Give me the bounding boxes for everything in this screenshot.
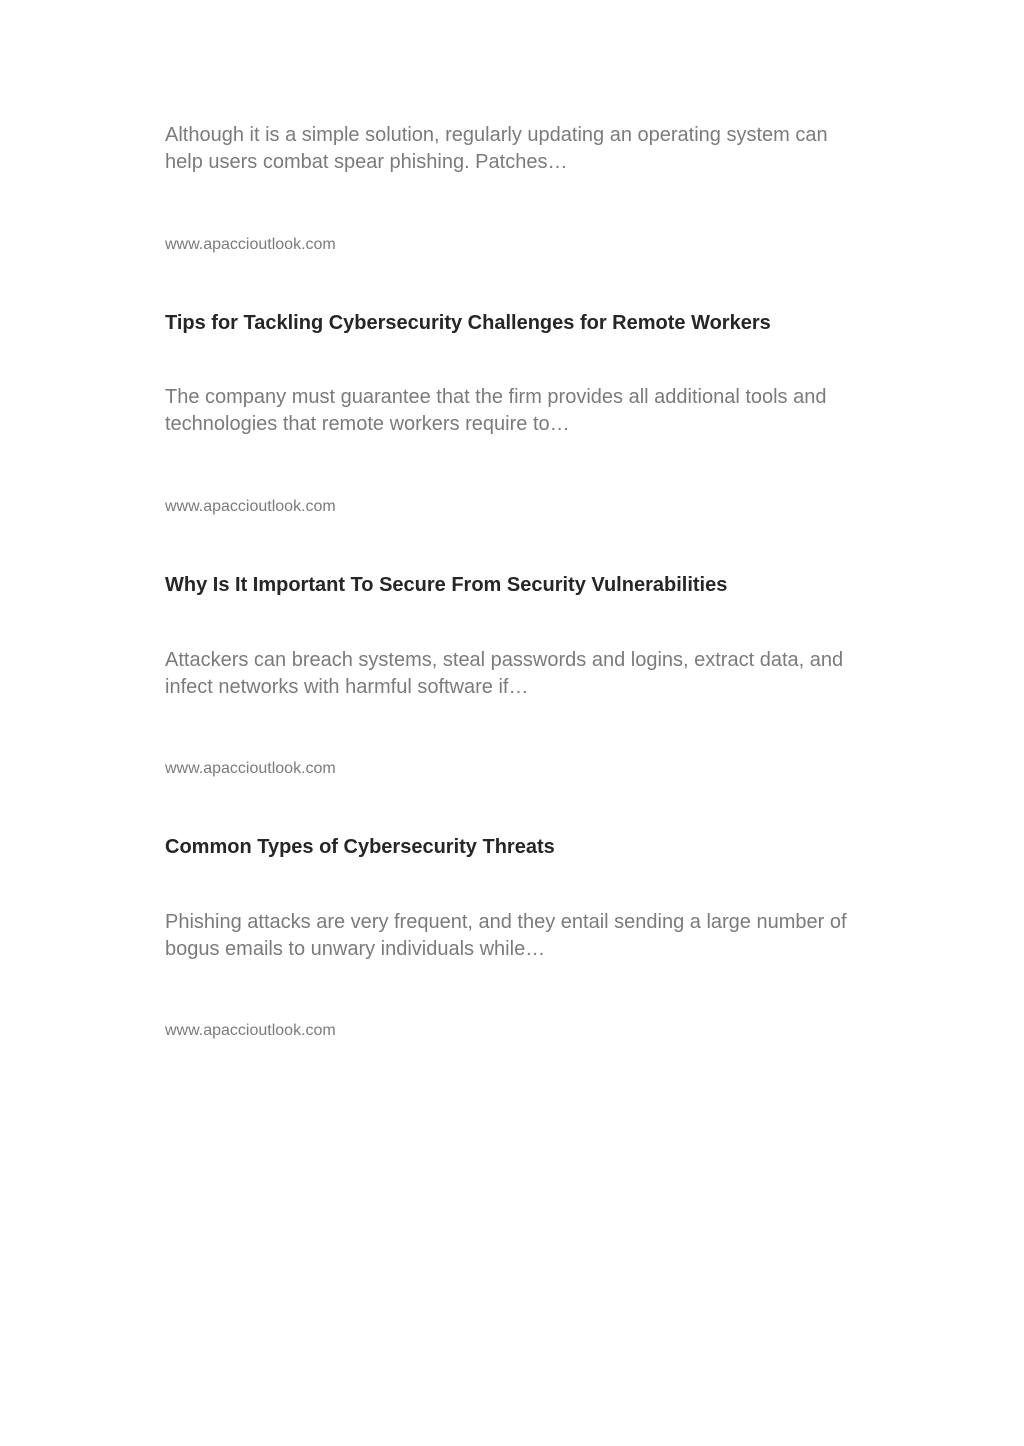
article-source-link-security-vulnerabilities[interactable]: www.apaccioutlook.com	[165, 760, 336, 777]
intro-excerpt: Although it is a simple solution, regularly updating an operating system can help users combat spear phishing. Patches…	[165, 124, 828, 173]
article-title-cybersecurity-threats[interactable]: Common Types of Cybersecurity Threats	[165, 836, 555, 858]
article-excerpt-cybersecurity-threats: Phishing attacks are very frequent, and they entail sending a large number of bogus emails to unwary individuals while…	[165, 911, 847, 960]
article-excerpt-remote-workers: The company must guarantee that the firm provides all additional tools and technologies that remote workers require to…	[165, 386, 827, 435]
article-title-remote-workers[interactable]: Tips for Tackling Cybersecurity Challenges for Remote Workers	[165, 312, 771, 334]
article-title-security-vulnerabilities[interactable]: Why Is It Important To Secure From Security Vulnerabilities	[165, 574, 728, 596]
article-source-link-remote-workers[interactable]: www.apaccioutlook.com	[165, 498, 336, 515]
article-excerpt-security-vulnerabilities: Attackers can breach systems, steal passwords and logins, extract data, and infect networks with harmful software if…	[165, 649, 844, 698]
article-source-link-cybersecurity-threats[interactable]: www.apaccioutlook.com	[165, 1022, 336, 1039]
intro-source-link[interactable]: www.apaccioutlook.com	[165, 236, 336, 253]
